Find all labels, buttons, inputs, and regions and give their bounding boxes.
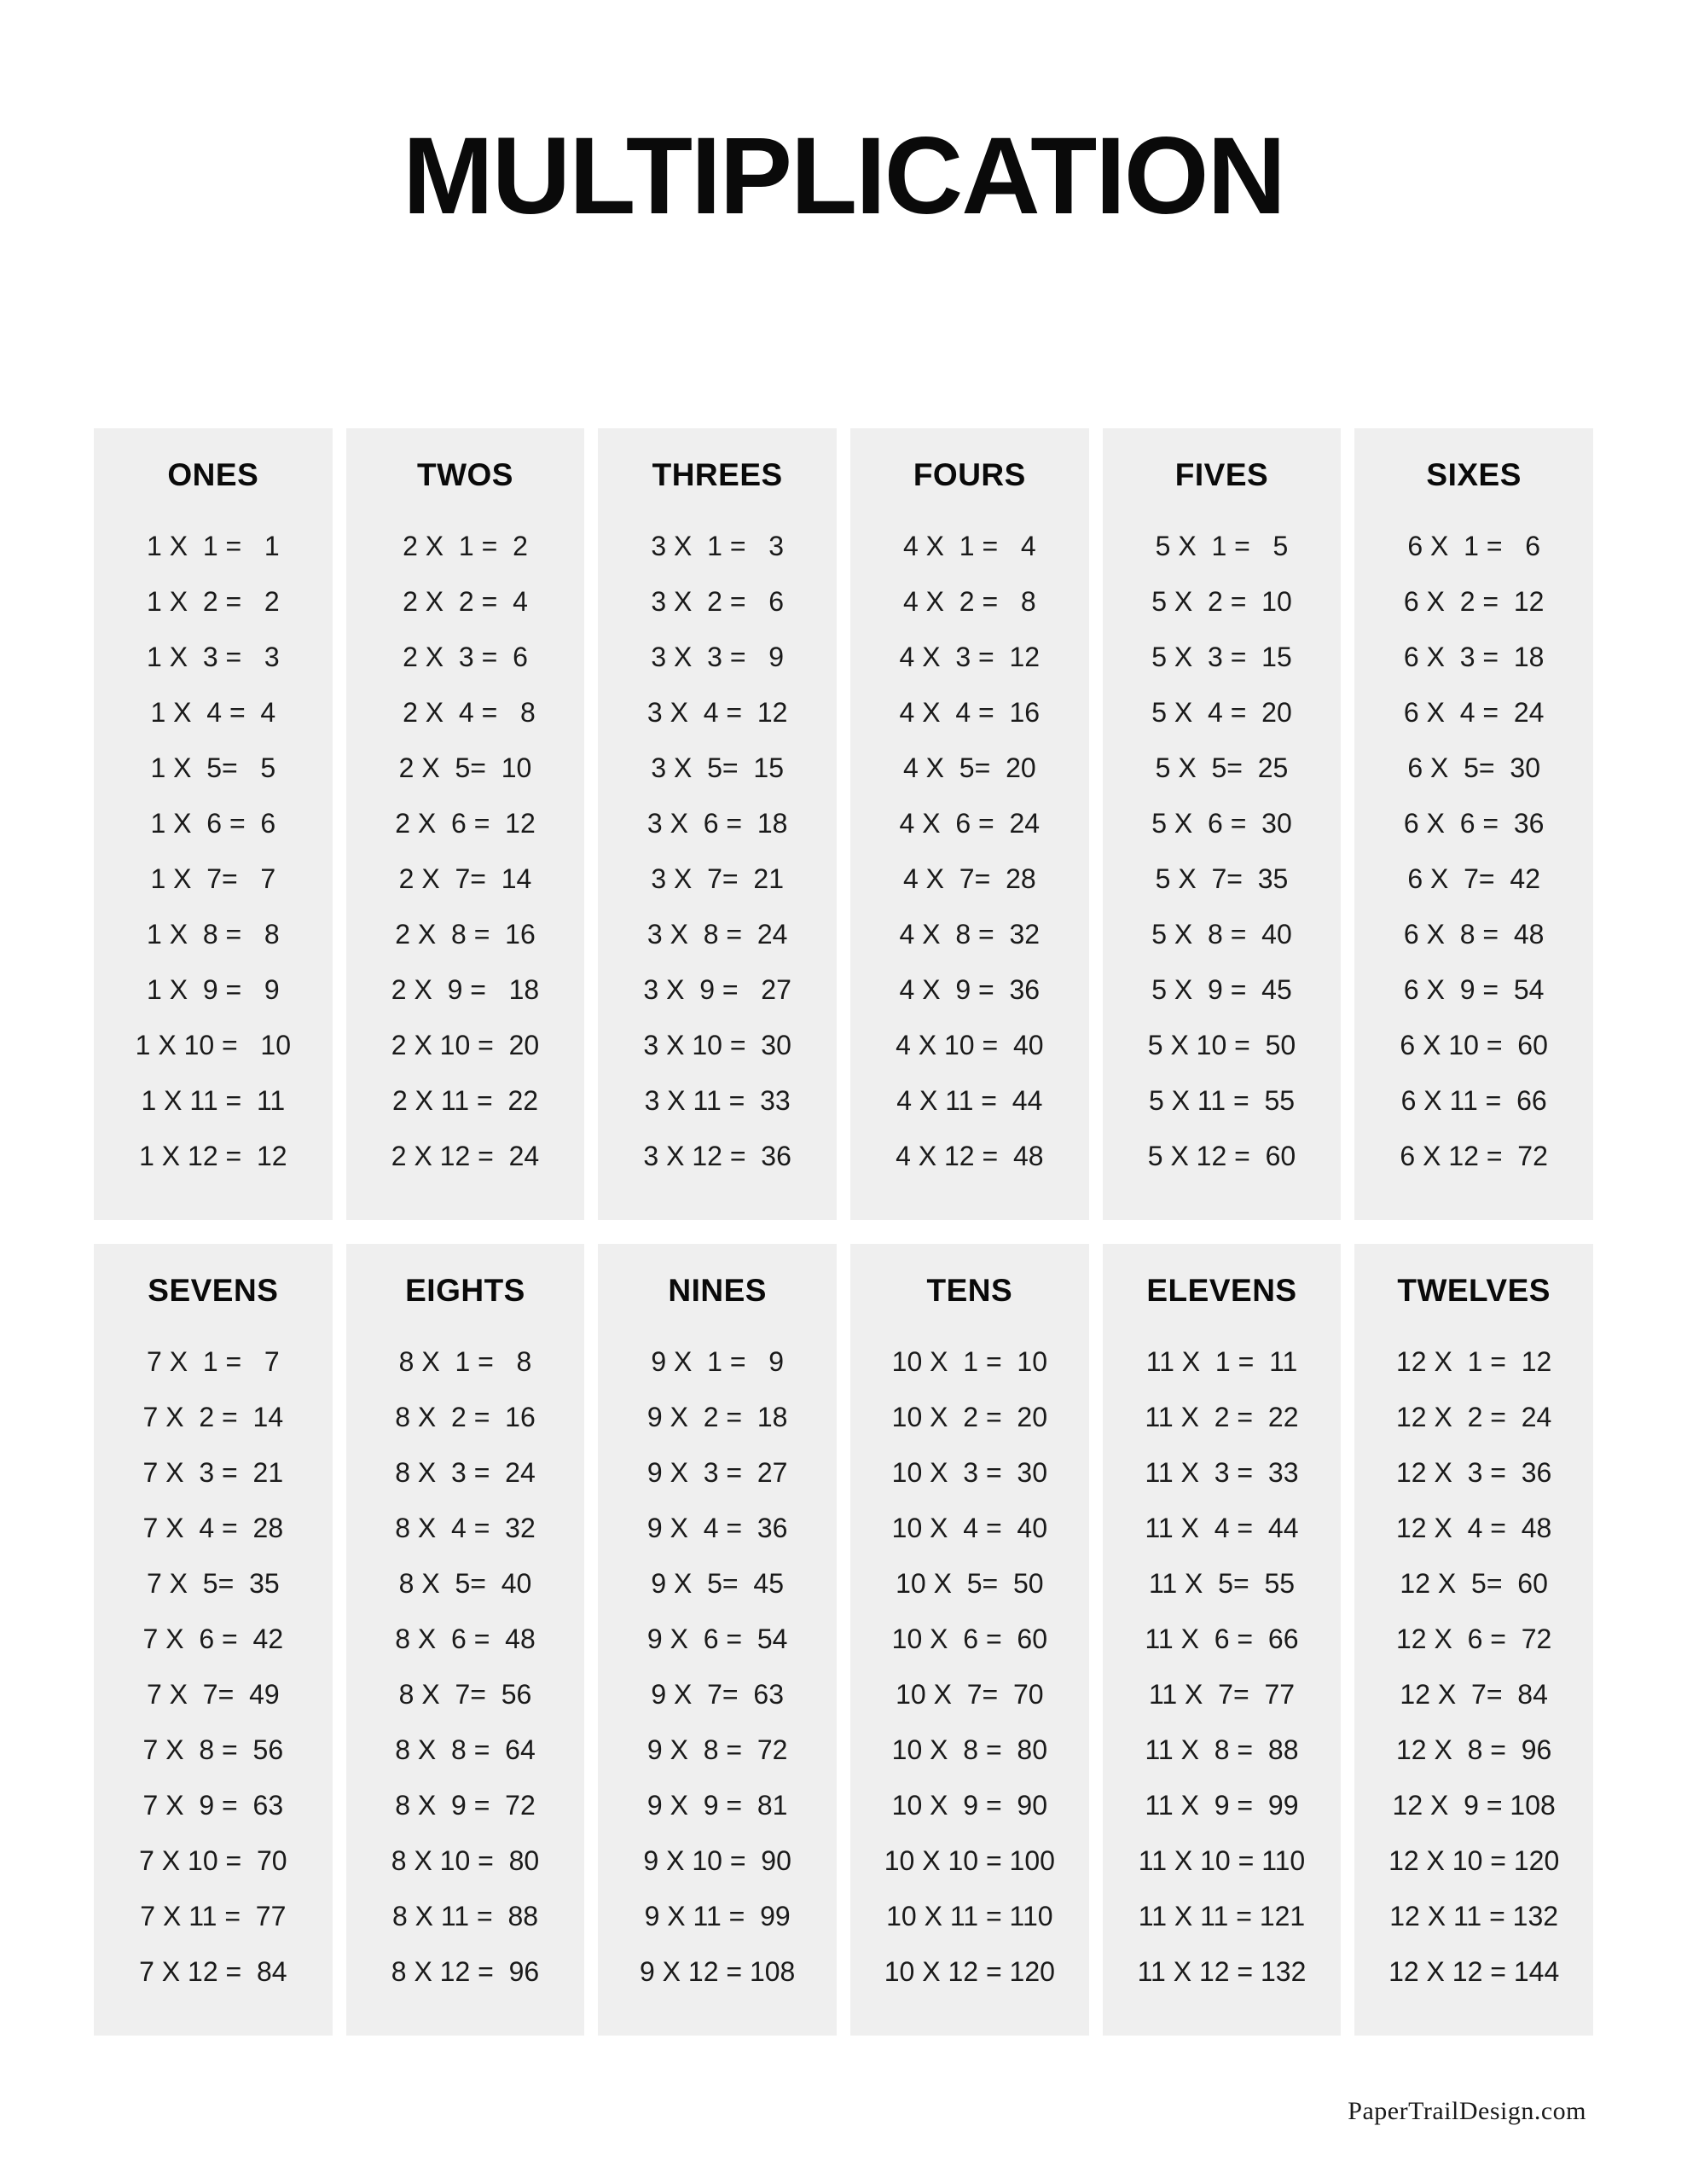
table-row: 1 X 11 = 11 <box>141 1085 286 1117</box>
table-row: 2 X 6 = 12 <box>395 808 536 839</box>
table-heading: SEVENS <box>148 1273 279 1309</box>
table-row: 6 X 12 = 72 <box>1400 1141 1548 1172</box>
table-row: 9 X 7= 63 <box>651 1679 784 1711</box>
table-row: 1 X 3 = 3 <box>147 642 280 673</box>
table-row: 7 X 6 = 42 <box>142 1623 284 1655</box>
table-row: 6 X 6 = 36 <box>1403 808 1545 839</box>
table-row: 10 X 3 = 30 <box>891 1457 1047 1489</box>
table-card-sixes <box>1354 428 1593 1220</box>
table-card-fours <box>850 428 1089 1220</box>
table-row: 11 X 11 = 121 <box>1138 1901 1306 1932</box>
table-row: 9 X 8 = 72 <box>646 1734 788 1766</box>
table-row: 4 X 12 = 48 <box>896 1141 1044 1172</box>
table-row: 8 X 8 = 64 <box>395 1734 536 1766</box>
table-row: 6 X 9 = 54 <box>1403 974 1545 1006</box>
table-rows <box>1111 519 1333 1184</box>
table-row: 7 X 4 = 28 <box>142 1513 284 1544</box>
table-rows <box>859 519 1081 1184</box>
table-row: 11 X 12 = 132 <box>1137 1956 1307 1988</box>
table-card-eights <box>346 1244 585 2036</box>
table-row: 8 X 12 = 96 <box>391 1956 540 1988</box>
table-row: 7 X 2 = 14 <box>142 1402 284 1433</box>
table-row: 8 X 2 = 16 <box>395 1402 536 1433</box>
table-row: 8 X 7= 56 <box>398 1679 532 1711</box>
table-row: 10 X 6 = 60 <box>891 1623 1047 1655</box>
table-heading: TWELVES <box>1397 1273 1551 1309</box>
table-row: 10 X 7= 70 <box>896 1679 1044 1711</box>
table-row: 11 X 9 = 99 <box>1145 1790 1299 1821</box>
table-row: 5 X 12 = 60 <box>1147 1141 1296 1172</box>
table-heading: THREES <box>652 457 783 493</box>
table-heading: FIVES <box>1174 457 1269 493</box>
table-row: 8 X 3 = 24 <box>395 1457 536 1489</box>
table-row: 8 X 1 = 8 <box>398 1346 532 1378</box>
table-row: 4 X 4 = 16 <box>899 697 1041 729</box>
table-row: 1 X 9 = 9 <box>147 974 280 1006</box>
table-row: 5 X 8 = 40 <box>1151 919 1292 950</box>
table-rows <box>1363 1334 1585 2000</box>
table-row: 6 X 10 = 60 <box>1400 1030 1548 1061</box>
table-row: 5 X 11 = 55 <box>1148 1085 1296 1117</box>
table-heading: TENS <box>926 1273 1013 1309</box>
table-row: 11 X 6 = 66 <box>1145 1623 1299 1655</box>
table-row: 3 X 5= 15 <box>651 752 784 784</box>
table-row: 8 X 11 = 88 <box>391 1901 539 1932</box>
table-row: 9 X 3 = 27 <box>646 1457 788 1489</box>
table-heading: EIGHTS <box>405 1273 525 1309</box>
table-row: 12 X 1 = 12 <box>1395 1346 1552 1378</box>
table-card-twos <box>346 428 585 1220</box>
table-row: 4 X 3 = 12 <box>899 642 1041 673</box>
table-rows <box>102 1334 324 2000</box>
table-rows <box>606 1334 828 2000</box>
table-row: 4 X 5= 20 <box>902 752 1036 784</box>
table-row: 9 X 12 = 108 <box>639 1956 796 1988</box>
table-row: 10 X 11 = 110 <box>886 1901 1053 1932</box>
table-rows <box>1111 1334 1333 2000</box>
table-row: 1 X 10 = 10 <box>135 1030 291 1061</box>
table-heading: ELEVENS <box>1146 1273 1297 1309</box>
table-row: 12 X 9 = 108 <box>1392 1790 1556 1821</box>
table-row: 5 X 7= 35 <box>1155 863 1289 895</box>
table-row: 12 X 7= 84 <box>1400 1679 1548 1711</box>
table-row: 5 X 1 = 5 <box>1155 531 1289 562</box>
table-card-threes <box>598 428 837 1220</box>
table-row: 10 X 10 = 100 <box>884 1845 1055 1877</box>
table-row: 11 X 4 = 44 <box>1145 1513 1299 1544</box>
table-row: 6 X 7= 42 <box>1407 863 1540 895</box>
table-row: 6 X 3 = 18 <box>1403 642 1545 673</box>
table-row: 9 X 11 = 99 <box>644 1901 791 1932</box>
table-row: 10 X 9 = 90 <box>891 1790 1047 1821</box>
table-row: 9 X 10 = 90 <box>643 1845 791 1877</box>
table-row: 7 X 11 = 77 <box>140 1901 287 1932</box>
table-row: 4 X 6 = 24 <box>899 808 1041 839</box>
table-row: 9 X 5= 45 <box>651 1568 784 1600</box>
table-row: 7 X 8 = 56 <box>142 1734 284 1766</box>
table-row: 9 X 2 = 18 <box>646 1402 788 1433</box>
table-row: 6 X 1 = 6 <box>1407 531 1540 562</box>
table-row: 4 X 1 = 4 <box>902 531 1036 562</box>
table-row: 1 X 4 = 4 <box>150 697 276 729</box>
table-row: 12 X 12 = 144 <box>1388 1956 1560 1988</box>
table-row: 8 X 10 = 80 <box>391 1845 540 1877</box>
table-heading: SIXES <box>1426 457 1522 493</box>
table-row: 2 X 2 = 4 <box>403 586 528 618</box>
table-row: 1 X 7= 7 <box>150 863 276 895</box>
table-row: 3 X 10 = 30 <box>643 1030 791 1061</box>
page-title: MULTIPLICATION <box>403 115 1284 237</box>
table-rows <box>859 1334 1081 2000</box>
table-row: 2 X 12 = 24 <box>391 1141 540 1172</box>
table-row: 3 X 7= 21 <box>651 863 784 895</box>
table-row: 3 X 6 = 18 <box>646 808 788 839</box>
table-row: 10 X 1 = 10 <box>891 1346 1047 1378</box>
table-row: 10 X 12 = 120 <box>884 1956 1055 1988</box>
table-row: 2 X 7= 14 <box>398 863 532 895</box>
table-row: 4 X 8 = 32 <box>899 919 1041 950</box>
table-row: 4 X 10 = 40 <box>896 1030 1044 1061</box>
table-heading: FOURS <box>913 457 1026 493</box>
table-row: 5 X 4 = 20 <box>1151 697 1292 729</box>
table-row: 5 X 9 = 45 <box>1151 974 1292 1006</box>
site-credit: PaperTrailDesign.com <box>1348 2097 1586 2125</box>
table-row: 3 X 11 = 33 <box>644 1085 791 1117</box>
table-row: 3 X 12 = 36 <box>643 1141 791 1172</box>
tables-grid <box>94 428 1593 2036</box>
table-row: 2 X 11 = 22 <box>391 1085 539 1117</box>
table-row: 8 X 4 = 32 <box>395 1513 536 1544</box>
table-row: 9 X 9 = 81 <box>646 1790 788 1821</box>
table-row: 11 X 3 = 33 <box>1145 1457 1299 1489</box>
table-row: 11 X 8 = 88 <box>1145 1734 1299 1766</box>
table-card-elevens <box>1103 1244 1342 2036</box>
table-row: 10 X 5= 50 <box>896 1568 1044 1600</box>
table-row: 3 X 8 = 24 <box>646 919 788 950</box>
table-row: 7 X 5= 35 <box>146 1568 280 1600</box>
table-row: 7 X 9 = 63 <box>142 1790 284 1821</box>
table-heading: NINES <box>668 1273 767 1309</box>
table-row: 1 X 8 = 8 <box>147 919 280 950</box>
table-row: 1 X 2 = 2 <box>147 586 280 618</box>
table-row: 7 X 3 = 21 <box>142 1457 284 1489</box>
table-row: 8 X 6 = 48 <box>395 1623 536 1655</box>
table-row: 5 X 2 = 10 <box>1151 586 1292 618</box>
table-row: 3 X 3 = 9 <box>651 642 784 673</box>
table-row: 12 X 4 = 48 <box>1395 1513 1552 1544</box>
table-card-fives <box>1103 428 1342 1220</box>
table-row: 7 X 10 = 70 <box>139 1845 287 1877</box>
table-row: 9 X 6 = 54 <box>646 1623 788 1655</box>
table-row: 6 X 5= 30 <box>1407 752 1540 784</box>
table-card-ones <box>94 428 333 1220</box>
table-row: 1 X 1 = 1 <box>147 531 280 562</box>
table-row: 11 X 1 = 11 <box>1145 1346 1298 1378</box>
table-row: 10 X 4 = 40 <box>891 1513 1047 1544</box>
table-row: 5 X 10 = 50 <box>1147 1030 1296 1061</box>
table-row: 8 X 9 = 72 <box>395 1790 536 1821</box>
table-row: 5 X 3 = 15 <box>1151 642 1292 673</box>
table-row: 4 X 11 = 44 <box>896 1085 1043 1117</box>
table-rows <box>1363 519 1585 1184</box>
table-row: 8 X 5= 40 <box>398 1568 532 1600</box>
table-card-twelves <box>1354 1244 1593 2036</box>
table-row: 6 X 11 = 66 <box>1400 1085 1547 1117</box>
table-row: 12 X 3 = 36 <box>1395 1457 1552 1489</box>
table-heading: ONES <box>167 457 259 493</box>
table-row: 2 X 4 = 8 <box>395 697 536 729</box>
table-row: 1 X 5= 5 <box>150 752 276 784</box>
table-row: 11 X 7= 77 <box>1148 1679 1296 1711</box>
table-row: 10 X 8 = 80 <box>891 1734 1047 1766</box>
table-rows <box>355 519 577 1184</box>
table-row: 1 X 12 = 12 <box>139 1141 287 1172</box>
table-rows <box>102 519 324 1184</box>
table-heading: TWOS <box>417 457 513 493</box>
table-row: 2 X 9 = 18 <box>391 974 540 1006</box>
table-row: 4 X 7= 28 <box>902 863 1036 895</box>
table-row: 1 X 6 = 6 <box>150 808 276 839</box>
table-row: 11 X 5= 55 <box>1148 1568 1296 1600</box>
table-row: 11 X 10 = 110 <box>1138 1845 1306 1877</box>
table-rows <box>606 519 828 1184</box>
table-row: 7 X 1 = 7 <box>147 1346 280 1378</box>
table-row: 3 X 2 = 6 <box>651 586 784 618</box>
table-row: 11 X 2 = 22 <box>1145 1402 1299 1433</box>
table-row: 6 X 8 = 48 <box>1403 919 1545 950</box>
table-row: 12 X 10 = 120 <box>1388 1845 1560 1877</box>
table-row: 2 X 5= 10 <box>398 752 532 784</box>
table-row: 12 X 2 = 24 <box>1395 1402 1552 1433</box>
table-row: 2 X 8 = 16 <box>395 919 536 950</box>
table-row: 4 X 2 = 8 <box>902 586 1036 618</box>
table-row: 9 X 4 = 36 <box>646 1513 788 1544</box>
table-card-nines <box>598 1244 837 2036</box>
table-row: 7 X 12 = 84 <box>139 1956 287 1988</box>
table-row: 3 X 4 = 12 <box>646 697 788 729</box>
table-row: 6 X 2 = 12 <box>1403 586 1545 618</box>
table-row: 2 X 10 = 20 <box>391 1030 540 1061</box>
table-card-tens <box>850 1244 1089 2036</box>
table-card-sevens <box>94 1244 333 2036</box>
table-row: 12 X 8 = 96 <box>1395 1734 1552 1766</box>
table-row: 12 X 11 = 132 <box>1389 1901 1559 1932</box>
table-row: 12 X 6 = 72 <box>1395 1623 1552 1655</box>
table-rows <box>355 1334 577 2000</box>
table-row: 3 X 9 = 27 <box>643 974 791 1006</box>
table-row: 2 X 1 = 2 <box>403 531 528 562</box>
table-row: 10 X 2 = 20 <box>891 1402 1047 1433</box>
table-row: 12 X 5= 60 <box>1400 1568 1548 1600</box>
table-row: 5 X 6 = 30 <box>1151 808 1292 839</box>
table-row: 7 X 7= 49 <box>146 1679 280 1711</box>
table-row: 6 X 4 = 24 <box>1403 697 1545 729</box>
table-row: 5 X 5= 25 <box>1155 752 1289 784</box>
table-row: 9 X 1 = 9 <box>651 1346 784 1378</box>
table-row: 3 X 1 = 3 <box>651 531 784 562</box>
table-row: 2 X 3 = 6 <box>403 642 528 673</box>
table-row: 4 X 9 = 36 <box>899 974 1041 1006</box>
